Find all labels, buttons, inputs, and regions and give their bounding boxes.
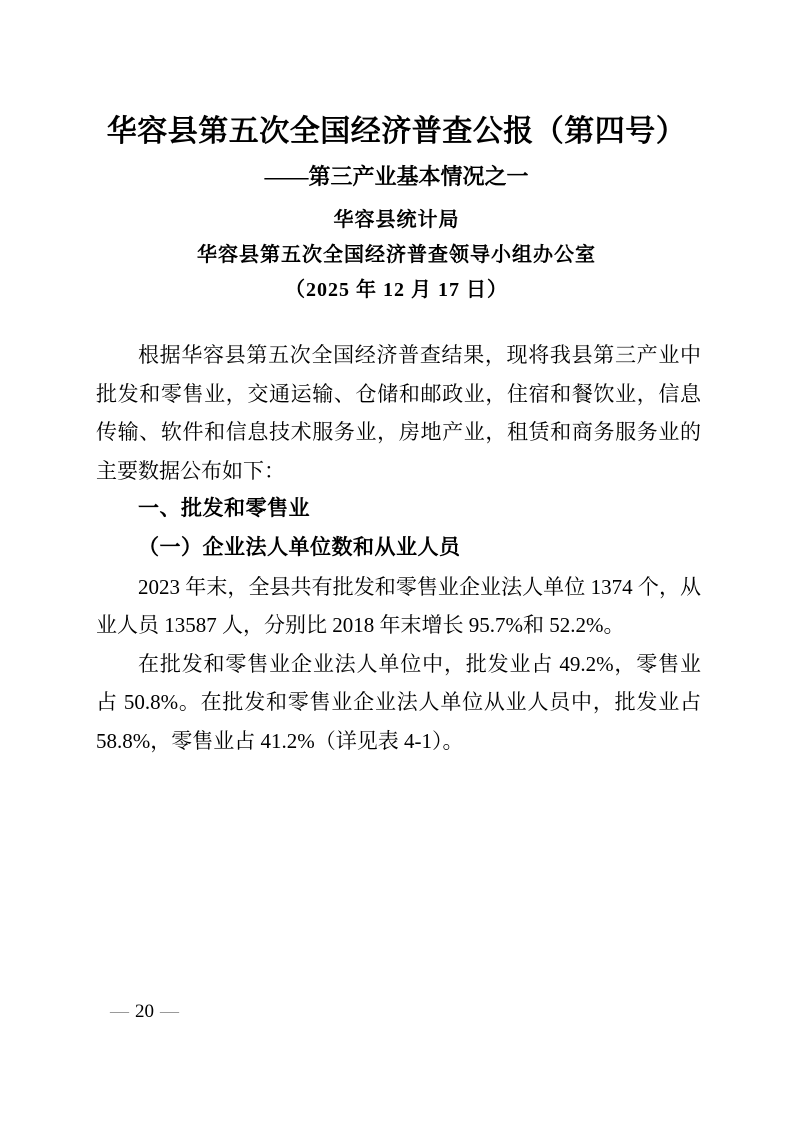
paragraph-entity-counts: 2023 年末，全县共有批发和零售业企业法人单位 1374 个，从业人员 13587 人，分别比 2018 年末增长 95.7%和 52.2%。 bbox=[96, 574, 701, 638]
document-date-line: （2025 年 12 月 17 日） bbox=[285, 279, 508, 301]
page-number-value: 20 bbox=[135, 1001, 154, 1022]
document-subtitle: ——第三产业基本情况之一 bbox=[264, 164, 529, 189]
paragraph-share-breakdown: 在批发和零售业企业法人单位中，批发业占 49.2%，零售业占 50.8%。在批发和零售业企业法人单位从业人员中，批发业占 58.8%，零售业占 41.2%（详见表 4-1）。 bbox=[96, 651, 701, 753]
document-title: 华容县第五次全国经济普查公报（第四号） bbox=[106, 115, 687, 148]
page-number bbox=[110, 1000, 179, 1024]
issuer-line-statistics-bureau: 华容县统计局 bbox=[333, 209, 460, 231]
issuer-line-census-office: 华容县第五次全国经济普查领导小组办公室 bbox=[197, 244, 596, 266]
section-heading-wholesale-retail: 一、批发和零售业 bbox=[138, 497, 310, 521]
page-number-dash-right: — bbox=[160, 1001, 179, 1022]
subsection-heading-legal-entities-employees: （一）企业法人单位数和从业人员 bbox=[138, 535, 461, 559]
document-body bbox=[96, 336, 701, 761]
issuer-block bbox=[0, 203, 793, 308]
paragraph-intro: 根据华容县第五次全国经济普查结果，现将我县第三产业中批发和零售业，交通运输、仓储和邮政业，住宿和餐饮业，信息传输、软件和信息技术服务业，房地产业，租赁和商务服务业的主要数据公布如下： bbox=[96, 343, 701, 483]
page-number-dash-left: — bbox=[110, 1001, 129, 1022]
